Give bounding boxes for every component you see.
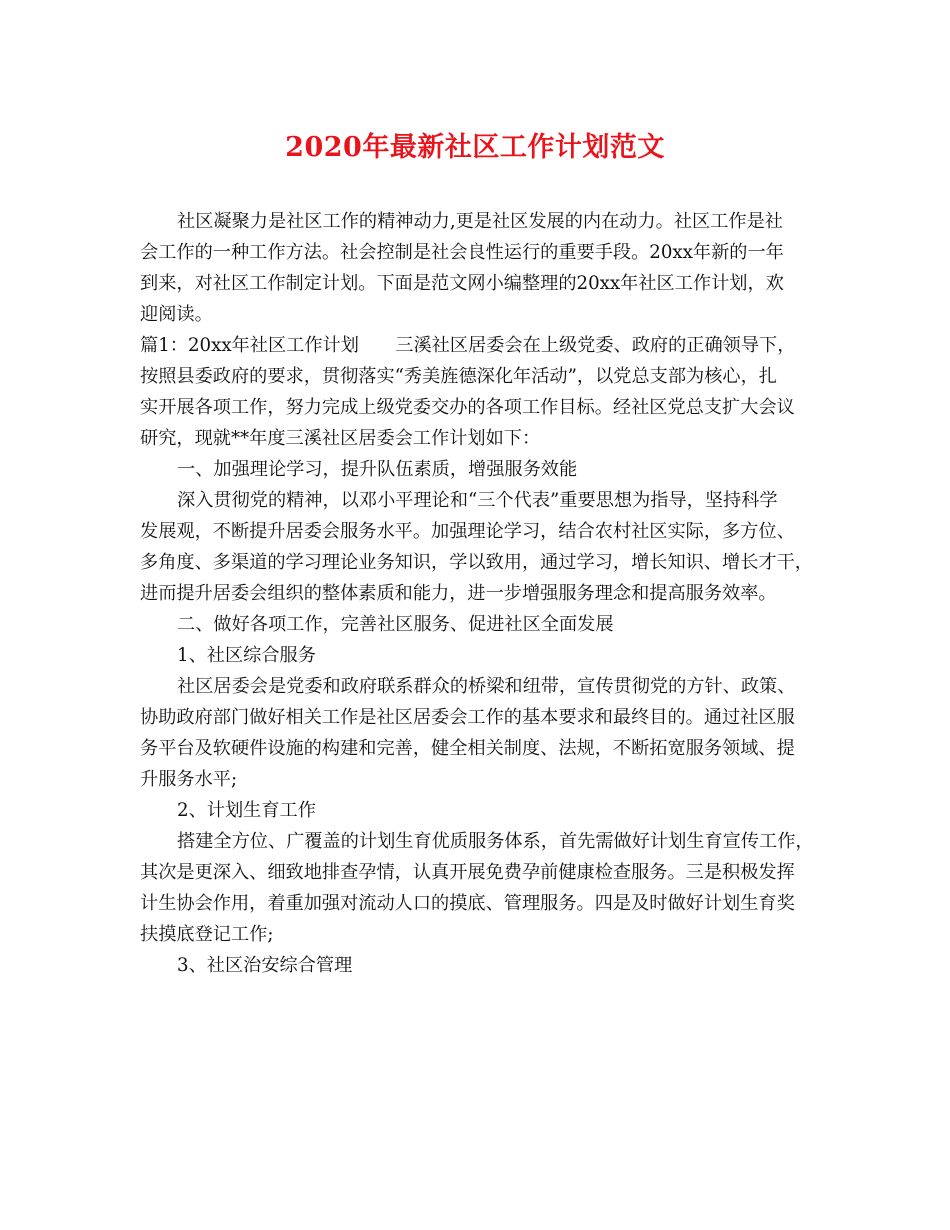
text-line: 进而提升居委会组织的整体素质和能力，进一步增强服务理念和提高服务效率。 — [140, 583, 777, 604]
text-line: 其次是更深入、细致地排查孕情，认真开展免费孕前健康检查服务。三是积极发挥 — [140, 862, 795, 883]
text-line: 1、社区综合服务 — [177, 645, 316, 666]
text-line: 计生协会作用，着重加强对流动人口的摸底、管理服务。四是及时做好计划生育奖 — [140, 893, 795, 914]
text-line: 会工作的一种工作方法。社会控制是社会良性运行的重要手段。20xx年新的一年 — [140, 242, 784, 263]
text-line: 按照县委政府的要求，贯彻落实“秀美旌德深化年活动”，以党总支部为核心，扎 — [140, 366, 777, 387]
text-line: 一、加强理论学习，提升队伍素质，增强服务效能 — [177, 459, 578, 480]
text-line: 深入贯彻党的精神，以邓小平理论和“三个代表”重要思想为指导，坚持科学 — [177, 490, 778, 511]
document-title: 2020年最新社区工作计划范文 — [285, 132, 665, 163]
text-line: 社区凝聚力是社区工作的精神动力,更是社区发展的内在动力。社区工作是社 — [177, 211, 783, 232]
text-line: 到来，对社区工作制定计划。下面是范文网小编整理的20xx年社区工作计划，欢 — [140, 273, 784, 294]
text-line: 二、做好各项工作，完善社区服务、促进社区全面发展 — [177, 614, 614, 635]
text-line: 迎阅读。 — [140, 304, 213, 325]
text-line: 篇1：20xx年社区工作计划 三溪社区居委会在上级党委、政府的正确领导下， — [140, 335, 796, 356]
text-line: 务平台及软硬件设施的构建和完善，健全相关制度、法规，不断拓宽服务领域、提 — [140, 738, 795, 759]
text-line: 研究，现就**年度三溪社区居委会工作计划如下： — [140, 428, 541, 449]
text-line: 2、计划生育工作 — [177, 800, 316, 821]
text-line: 搭建全方位、广覆盖的计划生育优质服务体系，首先需做好计划生育宣传工作， — [177, 831, 814, 852]
text-line: 扶摸底登记工作; — [140, 924, 274, 945]
text-line: 协助政府部门做好相关工作是社区居委会工作的基本要求和最终目的。通过社区服 — [140, 707, 795, 728]
text-line: 多角度、多渠道的学习理论业务知识，学以致用，通过学习，增长知识、增长才干， — [140, 552, 813, 573]
text-line: 发展观，不断提升居委会服务水平。加强理论学习，结合农村社区实际，多方位、 — [140, 521, 795, 542]
text-line: 实开展各项工作，努力完成上级党委交办的各项工作目标。经社区党总支扩大会议 — [140, 397, 795, 418]
document-body — [140, 206, 812, 981]
text-line: 社区居委会是党委和政府联系群众的桥梁和纽带，宣传贯彻党的方针、政策、 — [177, 676, 796, 697]
text-line: 3、社区治安综合管理 — [177, 955, 353, 976]
text-line: 升服务水平; — [140, 769, 238, 790]
